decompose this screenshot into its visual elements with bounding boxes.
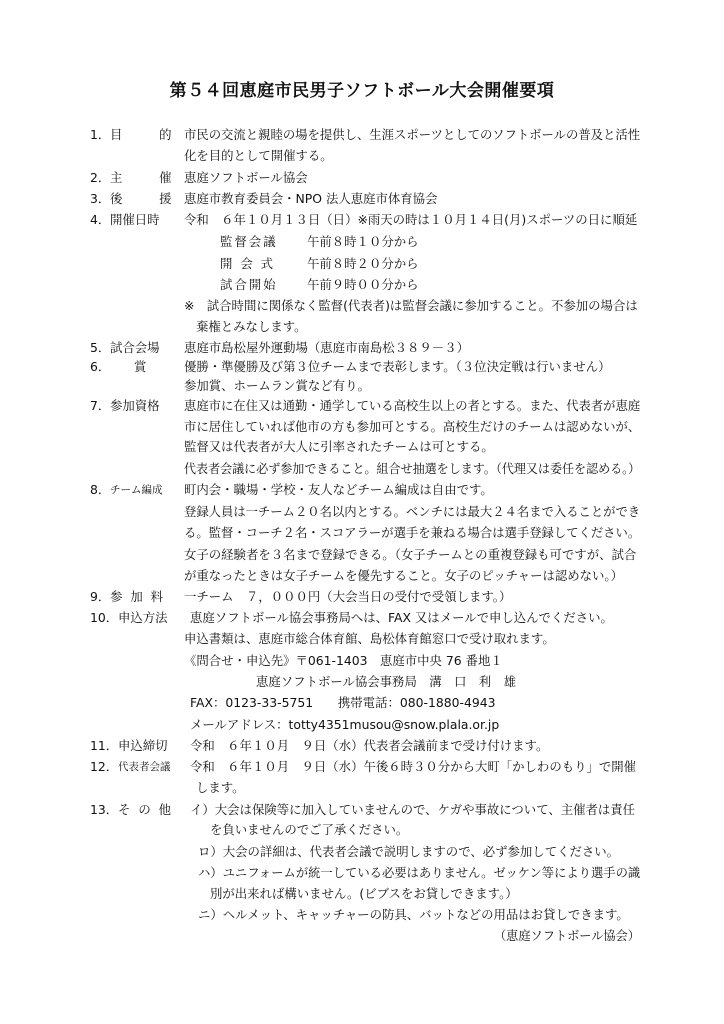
- item-text: 令和 ６年１０月 ９日（水）代表者会議前まで受け付けます。: [190, 738, 549, 753]
- item-text: 町内会・職場・学校・友人などチーム編成は自由です。: [184, 482, 493, 497]
- item-label: 申込締切: [118, 738, 168, 753]
- item-text: 恵庭市に在住又は通勤・通学している高校生以上の者とする。また、代表者が恵庭: [184, 398, 641, 413]
- item-number: 1．: [90, 127, 111, 142]
- item-number: 2．: [90, 170, 111, 185]
- item-number: 12．: [90, 759, 119, 774]
- item-number: 4．: [90, 212, 111, 227]
- schedule-time: 午前８時２０分から: [307, 256, 419, 271]
- contact-phone: FAX：0123-33-5751 携帯電話：080-1880-4943: [190, 695, 496, 710]
- item-text: します。: [196, 780, 245, 795]
- schedule-name: 監督会議: [220, 234, 278, 249]
- schedule-time: 午前８時１０分から: [307, 234, 419, 249]
- item-label: 代表者会議: [118, 761, 171, 773]
- item-text: 市民の交流と親睦の場を提供し、生涯スポーツとしてのソフトボールの普及と活性: [184, 127, 641, 142]
- item-label: 後 援: [110, 191, 176, 206]
- item-text: 恵庭ソフトボール協会事務局へは、FAX 又はメールで申し込んでください。: [190, 610, 613, 625]
- item-label: 目 的: [110, 127, 176, 142]
- schedule-name: 試合開始: [220, 277, 278, 292]
- item-label: 賞: [134, 359, 147, 374]
- item-label: 参加資格: [110, 398, 160, 413]
- item-text: を負いませんのでご了承ください。: [210, 822, 409, 837]
- item-text: 恵庭市島松屋外運動場（恵庭市南島松３８９－３）: [184, 340, 469, 355]
- item-label: そ の 他: [118, 802, 174, 817]
- item-number: 13．: [90, 802, 119, 817]
- item-text: ニ）ヘルメット、キャッチャーの防具、バットなどの用品はお貸しできます。: [198, 907, 629, 922]
- item-text: 参加賞、ホームラン賞など有り。: [184, 378, 370, 393]
- item-number: 5．: [90, 340, 111, 355]
- item-text: 登録人員は一チーム２０名以内とする。ベンチには最大２４名まで入ることができ: [184, 504, 641, 519]
- item-number: 8．: [90, 482, 111, 497]
- contact-email: メールアドレス：totty4351musou@snow.plala.or.jp: [190, 717, 500, 732]
- item-label: 試合会場: [110, 340, 160, 355]
- item-text: 申込書類は、恵庭市総合体育館、島松体育館窓口で受け取れます。: [184, 631, 555, 646]
- item-number: 9．: [90, 589, 111, 604]
- item-label: 参 加 料: [110, 589, 166, 604]
- item-text: 代表者会議に必ず参加できること。組合せ抽選をします。（代理又は委任を認める。）: [184, 461, 641, 476]
- item-text: る。監督・コーチ２名・スコアラーが選手を兼ねる場合は選手登録してください。: [184, 525, 641, 540]
- page-title: 第５４回恵庭市民男子ソフトボール大会開催要項: [169, 81, 555, 101]
- item-number: 3．: [90, 191, 111, 206]
- item-label: チーム編成: [110, 484, 163, 496]
- contact-office: 恵庭ソフトボール協会事務局 溝 口 利 雄: [256, 674, 516, 689]
- item-text: 別が出来れば構いません。(ビブスをお貸しできます。）: [210, 886, 518, 901]
- schedule-name: 開 会 式: [220, 256, 276, 271]
- item-text: 優勝・準優勝及び第３位チームまで表彰します。（３位決定戦は行いません）: [184, 359, 611, 374]
- item-text: 恵庭ソフトボール協会: [184, 170, 308, 185]
- item-text: 令和 ６年１０月１３日（日）※雨天の時は１０月１４日(月)スポーツの日に順延: [184, 212, 638, 227]
- item-number: 6．: [90, 359, 111, 374]
- item-text: ロ）大会の詳細は、代表者会議で説明しますので、必ず参加してください。: [198, 844, 620, 859]
- item-text: 化を目的として開催する。: [184, 148, 333, 163]
- item-number: 7．: [90, 398, 111, 413]
- item-text: イ）大会は保険等に加入していませんので、ケガや事故について、主催者は責任: [190, 802, 636, 817]
- note-text: ※ 試合時間に関係なく監督(代表者)は監督会議に参加すること。不参加の場合は: [184, 298, 638, 313]
- item-text: 一チーム ７，０００円（大会当日の受付で受領します。）: [184, 589, 512, 604]
- item-text: が重なったときは女子チームを優先すること。女子のピッチャーは認めない。）: [184, 568, 623, 583]
- item-text: 監督又は代表者が大人に引率されたチームは可とする。: [184, 439, 494, 454]
- item-text: 女子の経験者を３名まで登録できる。（女子チームとの重複登録も可ですが、試合: [184, 547, 637, 562]
- item-text: 令和 ６年１０月 ９日（水）午後６時３０分から大町「かしわのもり」で開催: [190, 759, 637, 774]
- item-text: 市に居住していれば他市の方も参加可とする。高校生だけのチームは認めないが、: [184, 419, 641, 434]
- item-text: ハ）ユニフォームが統一している必要はありません。ゼッケン等により選手の識: [198, 865, 641, 880]
- note-text: 棄権とみなします。: [196, 319, 307, 334]
- item-number: 10．: [90, 610, 119, 625]
- item-text: 恵庭市教育委員会・NPO 法人恵庭市体育協会: [184, 191, 438, 206]
- signature: （恵庭ソフトボール協会）: [494, 928, 640, 943]
- contact-address: 《問合せ・申込先》〒061-1403 恵庭市中央 76 番地１: [184, 653, 503, 668]
- item-number: 11．: [90, 738, 119, 753]
- item-label: 開催日時: [110, 212, 160, 227]
- item-label: 主 催: [110, 170, 176, 185]
- schedule-time: 午前９時００分から: [307, 277, 419, 292]
- item-label: 申込方法: [118, 610, 168, 625]
